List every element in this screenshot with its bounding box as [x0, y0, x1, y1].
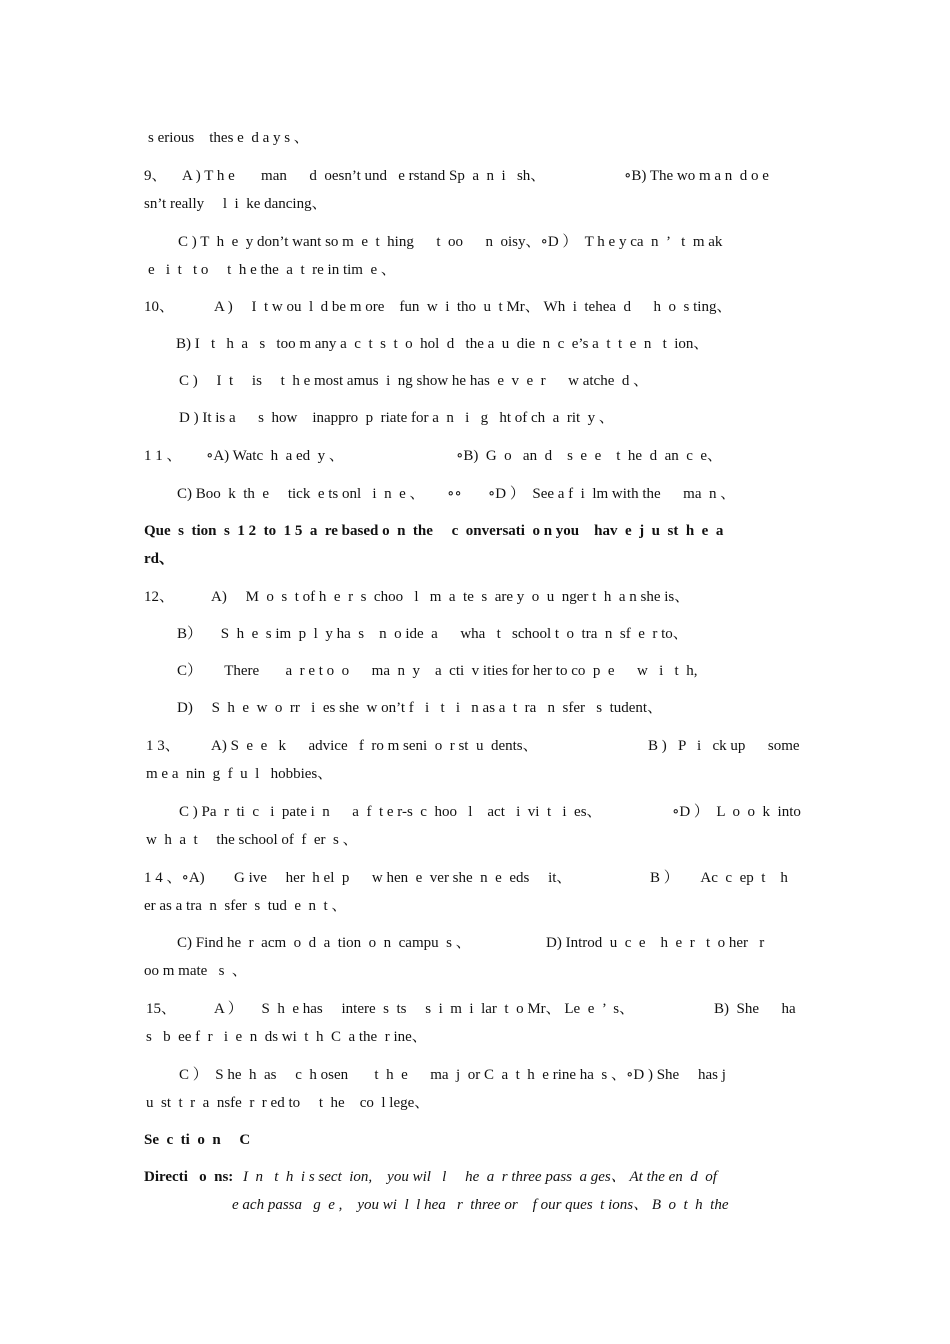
option-a: A ) I t w ou l d be m ore fun w i tho u t Mr、 Wh i tehea d h o s ting、 [214, 299, 732, 315]
option-b: ∘B) The wo m a n d o e [624, 168, 769, 184]
option-d: ∘D ） L o o k into [672, 804, 801, 820]
text-line: s b ee f r i e n ds wi t h C a the r ine、 [146, 1029, 427, 1045]
option-c-d: C ) T h e y don’t want so m e t hing t oo n oisy、∘D ） T h e y ca n ’ t m ak [178, 234, 723, 250]
question-number: 1 1 、 [144, 448, 182, 464]
option-d: D) S h e w o rr i es she w on’t f i t i n as a t ra n sfer s tudent、 [177, 700, 663, 716]
option-b: B) She ha [714, 1001, 796, 1017]
option-a: A ） S h e has intere s ts s i m i lar t o Mr、 Le e ’ s、 [214, 1001, 635, 1017]
text-line: s erious thes e d a y s 、 [148, 130, 309, 146]
option-c: C） There a r e t o o ma n y a cti v ities for her to co p e w i t h, [177, 663, 698, 679]
section-title: Se c ti o n C [144, 1132, 251, 1148]
directions-text: I n t h i s sect ion, you wil l he a r three pass a ges、 At the en d of [243, 1169, 717, 1185]
text-line: oo m mate s 、 [144, 963, 247, 979]
option-c: C) Find he r acm o d a tion o n campu s 、 [177, 935, 471, 951]
option-a: ∘A) Watc h a ed y 、 [206, 448, 344, 464]
option-c: C ) I t is t h e most amus i ng show he has e v e r w atche d 、 [179, 373, 649, 389]
directions-text: e ach passa g e , you wi l l hea r three or f our ques t ions、 B o t h the [232, 1197, 729, 1213]
option-b: ∘B) G o an d s e e t he d an c e、 [456, 448, 723, 464]
option-b: B) I t h a s too m any a c t s t o hol d the a u die n c e’s a t t e n t ion、 [176, 336, 709, 352]
question-number: 1 4 、∘A) [144, 870, 205, 886]
section-heading: Que s tion s 1 2 to 1 5 a re based o n the c onversati o n you hav e j u st h e a [144, 523, 724, 539]
option-b: B） S h e s im p l y ha s n o ide a wha t school t o tra n sf e r to、 [177, 626, 688, 642]
text-line: w h a t the school of f er s 、 [146, 832, 358, 848]
text-line: u st t r a nsfe r r ed to t he co l lege、 [146, 1095, 430, 1111]
option-a: A) M o s t of h e r s choo l m a te s are y o u nger t h a n she is、 [211, 589, 690, 605]
option-c: C ) Pa r ti c i pate i n a f t e r-s c hoo l act i vi t i es、 [179, 804, 602, 820]
section-heading: rd、 [144, 551, 175, 567]
text-line: er as a tra n sfer s tud e n t 、 [144, 898, 347, 914]
question-number: 12、 [144, 589, 175, 605]
option-c-d: C) Boo k th e tick e ts onl i n e 、 ∘∘ ∘D ） See a f i lm with the ma n 、 [177, 486, 736, 502]
option-a: A ) T h e man d oesn’t und e rstand Sp a n i sh、 [182, 168, 546, 184]
question-number: 10、 [144, 299, 175, 315]
text-line: sn’t really l i ke dancing、 [144, 196, 327, 212]
option-d: D) Introd u c e h e r t o her r [546, 935, 765, 951]
option-b: B ） Ac c ep t h [650, 870, 788, 886]
option-b: B ) P i ck up some [648, 738, 800, 754]
question-number: 9、 [144, 168, 167, 184]
question-number: 1 3、 [146, 738, 180, 754]
option-a: A) S e e k advice f ro m seni o r st u dents、 [211, 738, 538, 754]
text-line: m e a nin g f u l hobbies、 [146, 766, 333, 782]
option-c-d: C ） S he h as c h osen t h e ma j or C a t h e rine ha s 、∘D ) She has j [179, 1067, 726, 1083]
directions-label: Directi o ns: [144, 1169, 234, 1185]
text-line: e i t t o t h e the a t re in tim e 、 [148, 262, 396, 278]
option-a: G ive her h el p w hen e ver she n e eds it、 [234, 870, 572, 886]
option-d: D ) It is a s how inappro p riate for a n i g ht of ch a rit y 、 [179, 410, 614, 426]
question-number: 15、 [146, 1001, 177, 1017]
